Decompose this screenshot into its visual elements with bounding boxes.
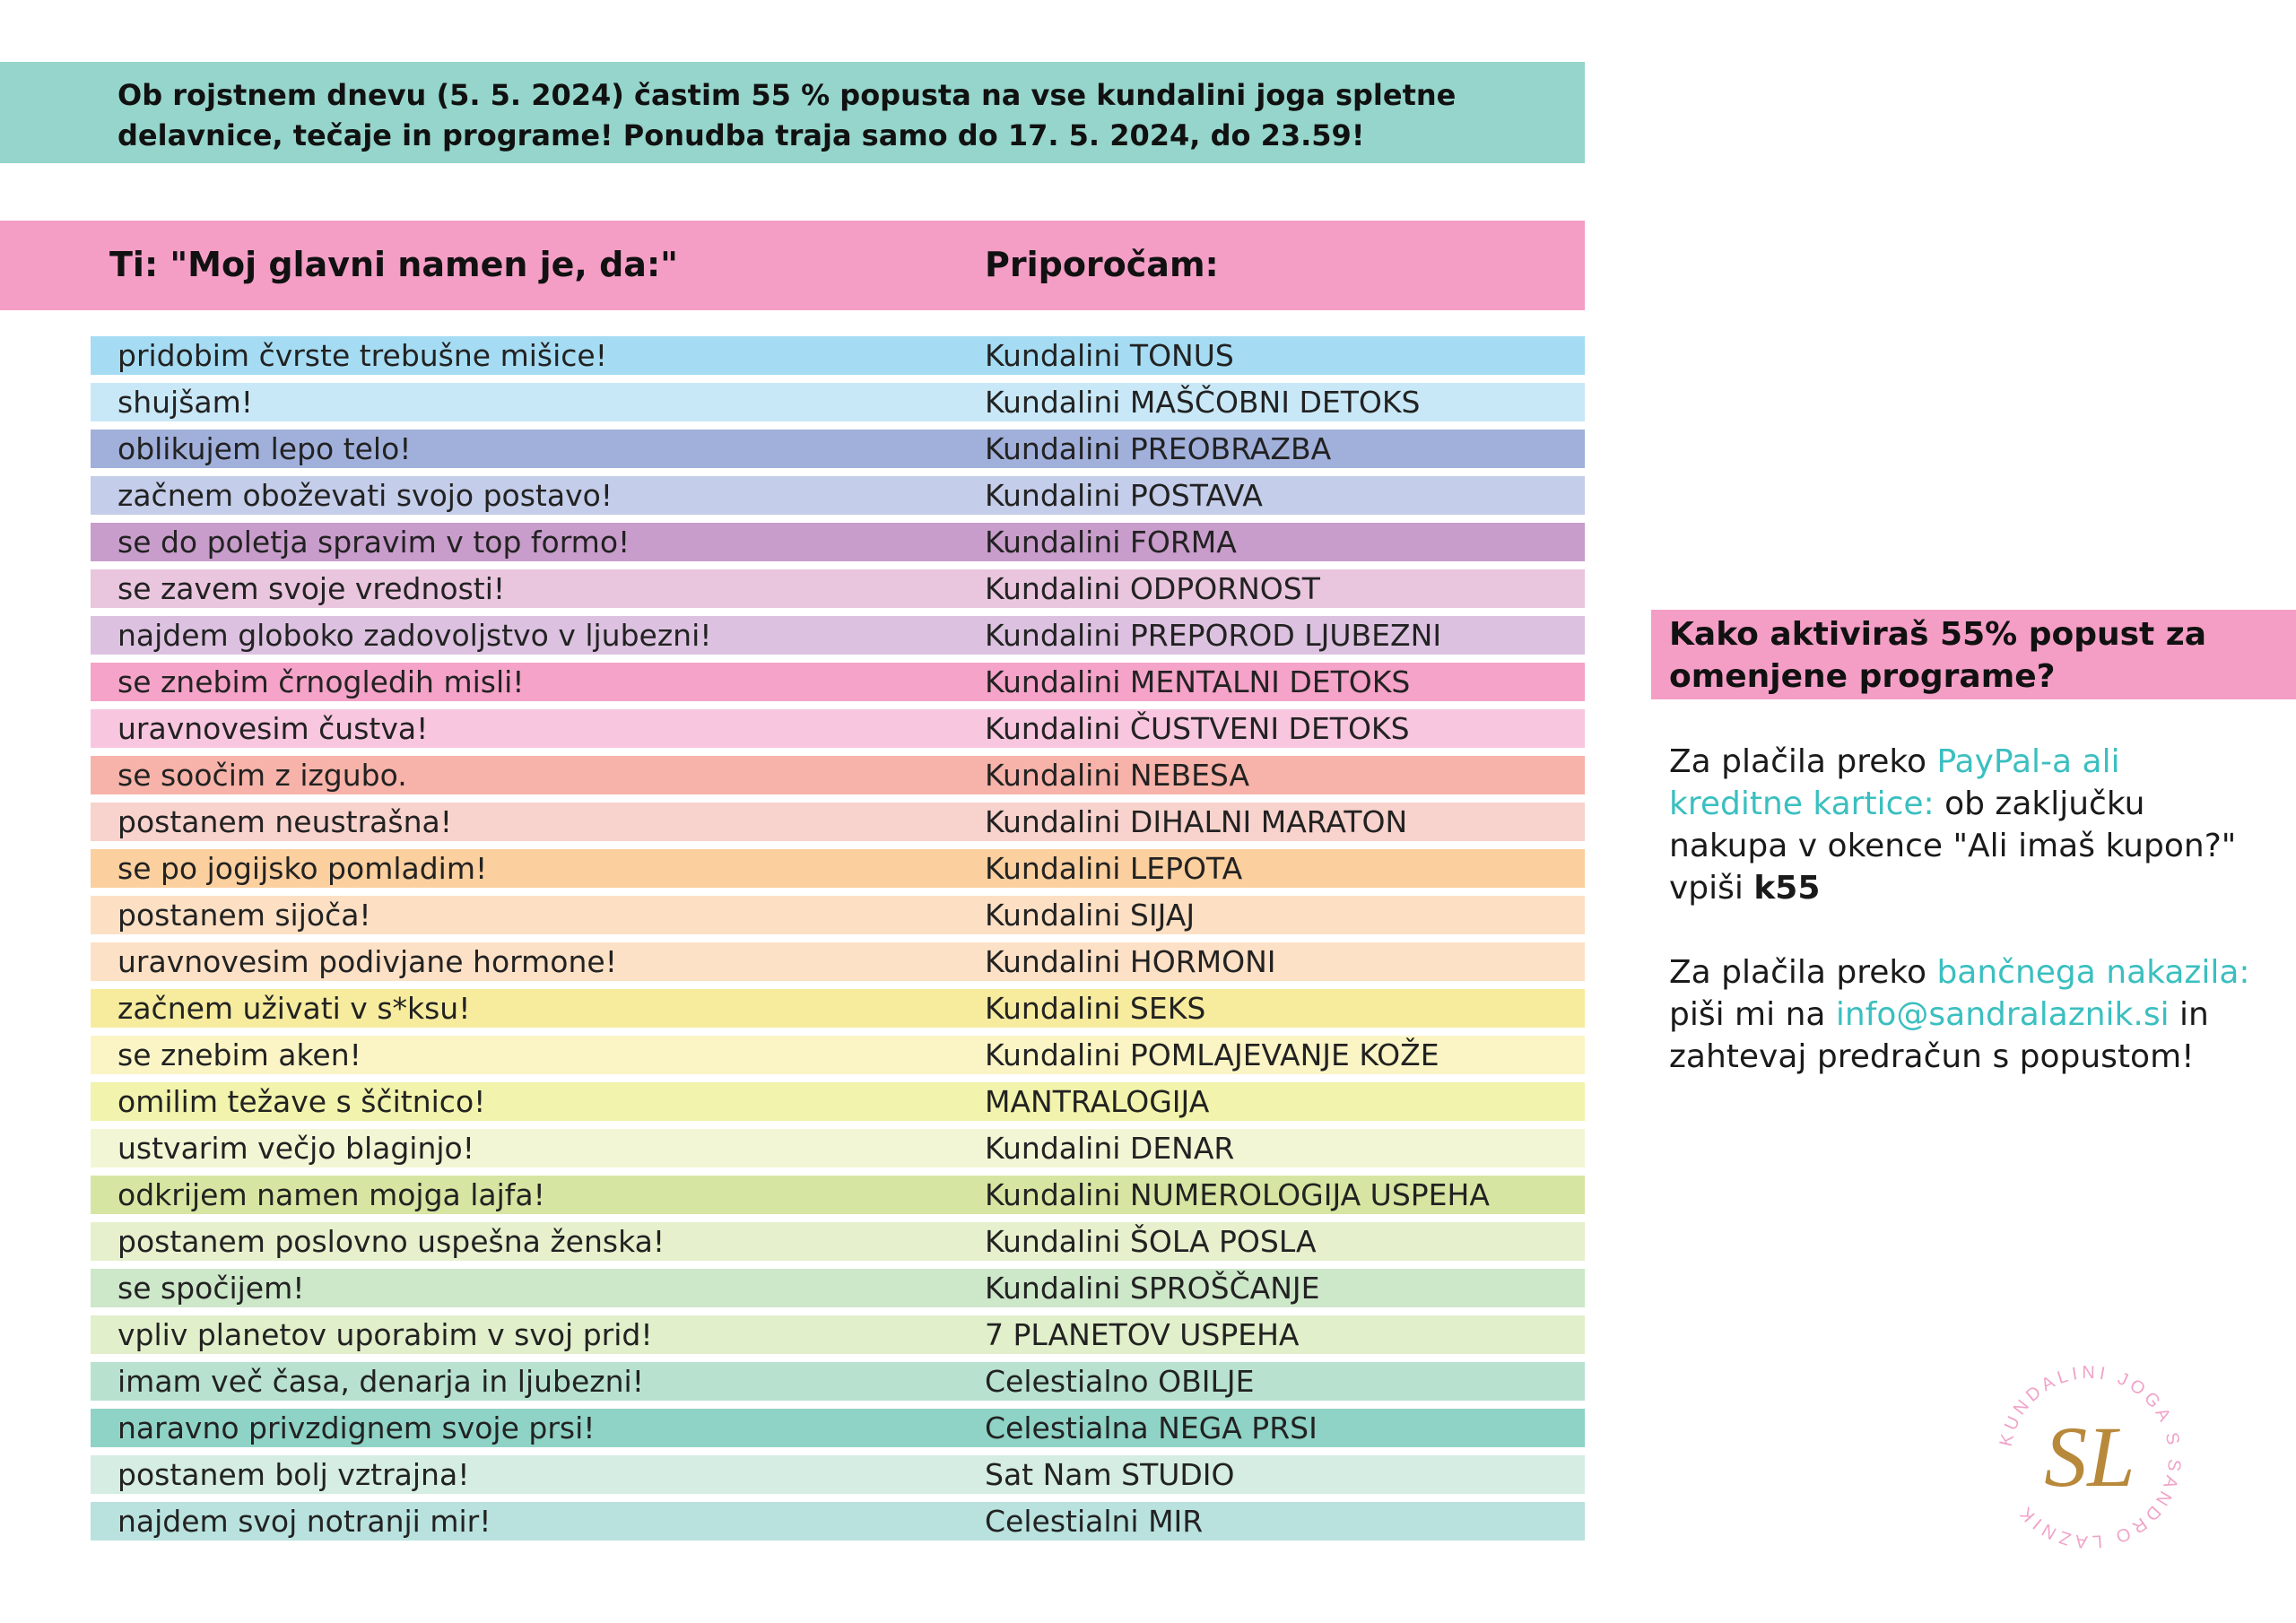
program-cell: Kundalini POMLAJEVANJE KOŽE <box>985 1037 1439 1072</box>
program-cell: Celestialna NEGA PRSI <box>985 1410 1318 1445</box>
discount-heading <box>1651 610 2296 699</box>
goal-cell: se spočijem! <box>117 1271 305 1306</box>
bank-instructions <box>1669 951 2250 1078</box>
program-cell: Kundalini POSTAVA <box>985 478 1263 513</box>
table-row <box>91 896 1585 934</box>
goal-cell: imam več časa, denarja in ljubezni! <box>117 1364 644 1399</box>
program-cell: Kundalini DIHALNI MARATON <box>985 804 1408 839</box>
goal-cell: začnem oboževati svojo postavo! <box>117 478 613 513</box>
table-row <box>91 1176 1585 1214</box>
paypal-line-3: nakupa v okence "Ali imaš kupon?" <box>1669 828 2237 864</box>
paypal-line-1: Za plačila preko <box>1669 743 1937 780</box>
paypal-instructions <box>1669 741 2236 909</box>
program-cell: Kundalini SEKS <box>985 991 1206 1026</box>
program-cell: Kundalini SIJAJ <box>985 898 1196 933</box>
goal-cell: se po jogijsko pomladim! <box>117 851 488 886</box>
goal-cell: odkrijem namen mojga lajfa! <box>117 1177 545 1212</box>
goal-cell: se zavem svoje vrednosti! <box>117 571 506 606</box>
goal-cell: omilim težave s ščitnico! <box>117 1084 486 1119</box>
program-cell: Kundalini HORMONI <box>985 944 1276 979</box>
goal-cell: pridobim čvrste trebušne mišice! <box>117 338 607 373</box>
program-cell: Kundalini DENAR <box>985 1131 1235 1166</box>
promo-banner-line-2: delavnice, tečaje in programe! Ponudba traja samo do 17. 5. 2024, do 23.59! <box>117 118 1365 152</box>
goal-cell: se znebim črnogledih misli! <box>117 664 525 699</box>
table-row <box>91 849 1585 888</box>
program-cell: Kundalini NUMEROLOGIJA USPEHA <box>985 1177 1490 1212</box>
table-row <box>91 1222 1585 1261</box>
table-row <box>91 1315 1585 1354</box>
table-row <box>91 989 1585 1028</box>
table-row <box>91 803 1585 841</box>
program-cell: Kundalini NEBESA <box>985 758 1250 793</box>
goal-cell: najdem globoko zadovoljstvo v ljubezni! <box>117 618 712 653</box>
table-row <box>91 709 1585 748</box>
discount-heading-line-2: omenjene programe? <box>1669 658 2056 695</box>
program-cell: Kundalini FORMA <box>985 525 1237 560</box>
header-goal: Ti: "Moj glavni namen je, da:" <box>109 245 678 284</box>
goal-cell: uravnovesim podivjane hormone! <box>117 944 617 979</box>
kundalini-logo <box>1991 1358 2188 1556</box>
program-cell: Kundalini PREOBRAZBA <box>985 431 1332 466</box>
bank-line-1: Za plačila preko <box>1669 954 1937 991</box>
goal-cell: najdem svoj notranji mir! <box>117 1504 491 1539</box>
table-row <box>91 336 1585 375</box>
program-cell: Kundalini PREPOROD LJUBEZNI <box>985 618 1442 653</box>
program-cell: Kundalini ODPORNOST <box>985 571 1320 606</box>
goal-cell: vpliv planetov uporabim v svoj prid! <box>117 1317 653 1352</box>
table-row <box>91 1036 1585 1074</box>
bank-line-2: piši mi na <box>1669 996 1836 1033</box>
table-row <box>91 1409 1585 1447</box>
goal-cell: ustvarim večjo blaginjo! <box>117 1131 474 1166</box>
table-row <box>91 523 1585 561</box>
table-row <box>91 1269 1585 1307</box>
goal-cell: postanem neustrašna! <box>117 804 452 839</box>
goal-cell: shujšam! <box>117 385 253 420</box>
table-row <box>91 1129 1585 1167</box>
goal-cell: se znebim aken! <box>117 1037 361 1072</box>
table-row <box>91 476 1585 515</box>
goal-cell: postanem bolj vztrajna! <box>117 1457 470 1492</box>
table-row <box>91 1082 1585 1121</box>
discount-heading-line-1: Kako aktiviraš 55% popust za <box>1669 616 2207 653</box>
program-cell: MANTRALOGIJA <box>985 1084 1210 1119</box>
goal-cell: se do poletja spravim v top formo! <box>117 525 631 560</box>
promo-banner <box>0 62 1585 163</box>
program-cell: Kundalini MENTALNI DETOKS <box>985 664 1411 699</box>
paypal-line-4: vpiši <box>1669 870 1754 907</box>
paypal-line-2: ob zaključku <box>1934 785 2145 822</box>
table-row <box>91 430 1585 468</box>
table-row <box>91 942 1585 981</box>
goal-cell: naravno privzdignem svoje prsi! <box>117 1410 596 1445</box>
table-header <box>0 221 1585 310</box>
program-cell: Sat Nam STUDIO <box>985 1457 1235 1492</box>
table-row <box>91 663 1585 701</box>
coupon-code: k55 <box>1753 870 1821 907</box>
program-cell: 7 PLANETOV USPEHA <box>985 1317 1300 1352</box>
card-highlight: kreditne kartice: <box>1669 785 1935 822</box>
program-cell: Kundalini MAŠČOBNI DETOKS <box>985 385 1421 420</box>
program-cell: Kundalini SPROŠČANJE <box>985 1271 1320 1306</box>
program-cell: Kundalini LEPOTA <box>985 851 1243 886</box>
program-cell: Kundalini ŠOLA POSLA <box>985 1224 1317 1259</box>
logo-monogram: SL <box>2044 1409 2135 1505</box>
table-row <box>91 1502 1585 1541</box>
program-cell: Celestialni MIR <box>985 1504 1204 1539</box>
goal-cell: začnem uživati v s*ksu! <box>117 991 471 1026</box>
header-recommendation: Priporočam: <box>985 245 1219 284</box>
table-row <box>91 1455 1585 1494</box>
goal-cell: postanem sijoča! <box>117 898 371 933</box>
goal-cell: uravnovesim čustva! <box>117 711 429 746</box>
paypal-highlight: PayPal-a ali <box>1936 743 2120 780</box>
program-cell: Kundalini TONUS <box>985 338 1234 373</box>
table-row <box>91 383 1585 421</box>
table-row <box>91 569 1585 608</box>
email-link[interactable]: info@sandralaznik.si <box>1835 996 2170 1033</box>
goal-cell: postanem poslovno uspešna ženska! <box>117 1224 665 1259</box>
table-row <box>91 616 1585 655</box>
bank-line-2-end: in <box>2169 996 2209 1033</box>
promo-banner-line-1: Ob rojstnem dnevu (5. 5. 2024) častim 55 % popusta na vse kundalini joga spletne <box>117 78 1457 112</box>
goal-cell: se soočim z izgubo. <box>117 758 407 793</box>
program-cell: Kundalini ČUSTVENI DETOKS <box>985 711 1410 746</box>
bank-line-3: zahtevaj predračun s popustom! <box>1669 1038 2195 1075</box>
program-cell: Celestialno OBILJE <box>985 1364 1255 1399</box>
goal-cell: oblikujem lepo telo! <box>117 431 412 466</box>
table-row <box>91 756 1585 794</box>
table-row <box>91 1362 1585 1401</box>
bank-highlight: bančnega nakazila: <box>1936 954 2250 991</box>
logo-ring-text: KUNDALINI JOGA S SANDRO LAZNIK <box>1996 1362 2185 1552</box>
